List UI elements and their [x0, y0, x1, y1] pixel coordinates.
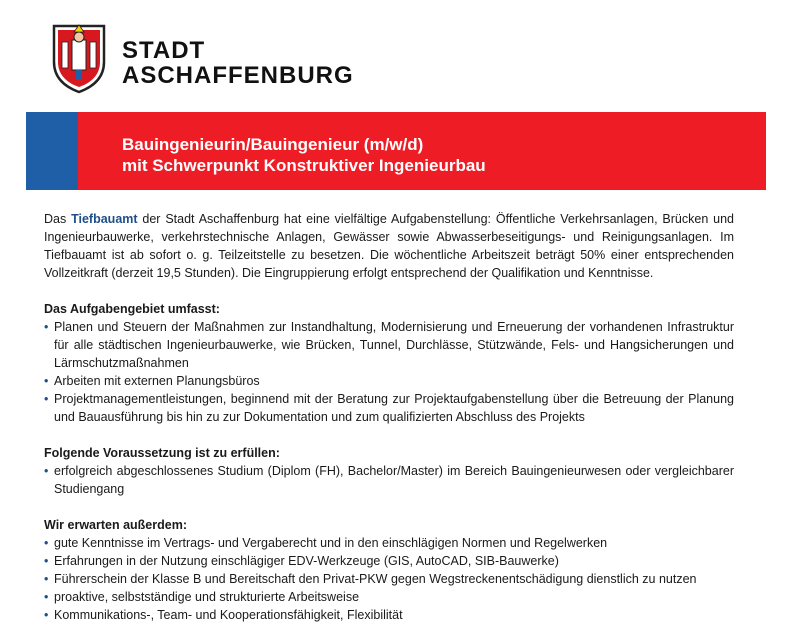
list-item-text: Arbeiten mit externen Planungsbüros [54, 374, 260, 388]
bullet-icon: • [44, 572, 49, 586]
job-title-line1: Bauingenieurin/Bauingenieur (m/w/d) [122, 135, 424, 154]
list-item-text: Planen und Steuern der Maßnahmen zur Instandhaltung, Modernisierung und Erneuerung der vorhandenen Infrastruktur für alle städtischen Ingenieurbauwerke, wie Brücken, Tunnel, Durchlässe, Stützwände, Fels- und Hangsicherungen und Lärmschutzmaßnahmen [54, 320, 734, 370]
section-title: Wir erwarten außerdem: [44, 518, 187, 532]
list-item [44, 372, 734, 390]
list-item-text: Projektmanagementleistungen, beginnend mit der Beratung zur Projektaufgabenstellung über die Betreuung der Planung und Bauausführung bis hin zu zur Dokumentation und zum qualifizierten Abschluss des Projekts [54, 392, 734, 424]
bullet-icon: • [44, 608, 49, 622]
bullet-icon: • [44, 392, 49, 406]
list-item-text: Kommunikations-, Team- und Kooperationsfähigkeit, Flexibilität [54, 608, 403, 622]
banner-blue-block [26, 112, 78, 190]
section-title: Das Aufgabengebiet umfasst: [44, 302, 220, 316]
section-requirements [44, 444, 734, 498]
list-item [44, 318, 734, 372]
header [50, 18, 370, 98]
task-list [44, 318, 734, 426]
list-item [44, 390, 734, 426]
list-item-text: erfolgreich abgeschlossenes Studium (Diplom (FH), Bachelor/Master) im Bereich Bauingenieurwesen oder vergleichbarer Studiengang [54, 464, 734, 496]
bullet-icon: • [44, 374, 49, 388]
intro-paragraph [44, 210, 734, 282]
list-item-text: gute Kenntnisse im Vertrags- und Vergaberecht und in den einschlägigen Normen und Regelwerken [54, 536, 608, 550]
city-name-line1: STADT [122, 37, 206, 64]
bullet-icon: • [44, 554, 49, 568]
list-item [44, 462, 734, 498]
intro-prefix: Das [44, 212, 72, 226]
bullet-icon: • [44, 590, 49, 604]
list-item [44, 606, 734, 624]
title-banner [26, 112, 766, 190]
job-title [122, 134, 486, 176]
list-item [44, 552, 734, 570]
list-item [44, 534, 734, 552]
job-title-line2: mit Schwerpunkt Konstruktiver Ingenieurbau [122, 156, 486, 175]
coat-of-arms-icon [50, 22, 108, 94]
city-name-line2: ASCHAFFENBURG [122, 62, 354, 89]
bullet-icon: • [44, 464, 49, 478]
section-expectations [44, 516, 734, 624]
city-name [122, 38, 354, 88]
bullet-icon: • [44, 536, 49, 550]
intro-text: der Stadt Aschaffenburg hat eine vielfältige Aufgabenstellung: Öffentliche Verkehrsanlagen, Brücken und Ingenieurbauwerke, verkehrstechnische Anlagen, Gewässer sowie Abwasserbeseitigungs- und Reinigungsanlagen. Im Tiefbauamt ist ab sofort o. g. Teilzeitstelle zu besetzen. Die wöchentliche Arbeitszeit beträgt 50% einer entsprechenden Vollzeitkraft (derzeit 19,5 Stunden). Die Eingruppierung erfolgt entsprechend der Qualifikation und Kenntnisse. [44, 212, 734, 280]
list-item [44, 570, 734, 588]
list-item-text: Führerschein der Klasse B und Bereitschaft den Privat-PKW gegen Wegstreckenentschädigung dienstlich zu nutzen [54, 572, 697, 586]
section-title: Folgende Voraussetzung ist zu erfüllen: [44, 446, 280, 460]
requirement-list [44, 462, 734, 498]
department-name: Tiefbauamt [71, 212, 138, 226]
list-item [44, 588, 734, 606]
section-tasks [44, 300, 734, 426]
bullet-icon: • [44, 320, 49, 334]
list-item-text: Erfahrungen in der Nutzung einschlägiger EDV-Werkzeuge (GIS, AutoCAD, SIB-Bauwerke) [54, 554, 559, 568]
job-description [44, 210, 734, 624]
list-item-text: proaktive, selbstständige und strukturierte Arbeitsweise [54, 590, 360, 604]
expectation-list [44, 534, 734, 624]
